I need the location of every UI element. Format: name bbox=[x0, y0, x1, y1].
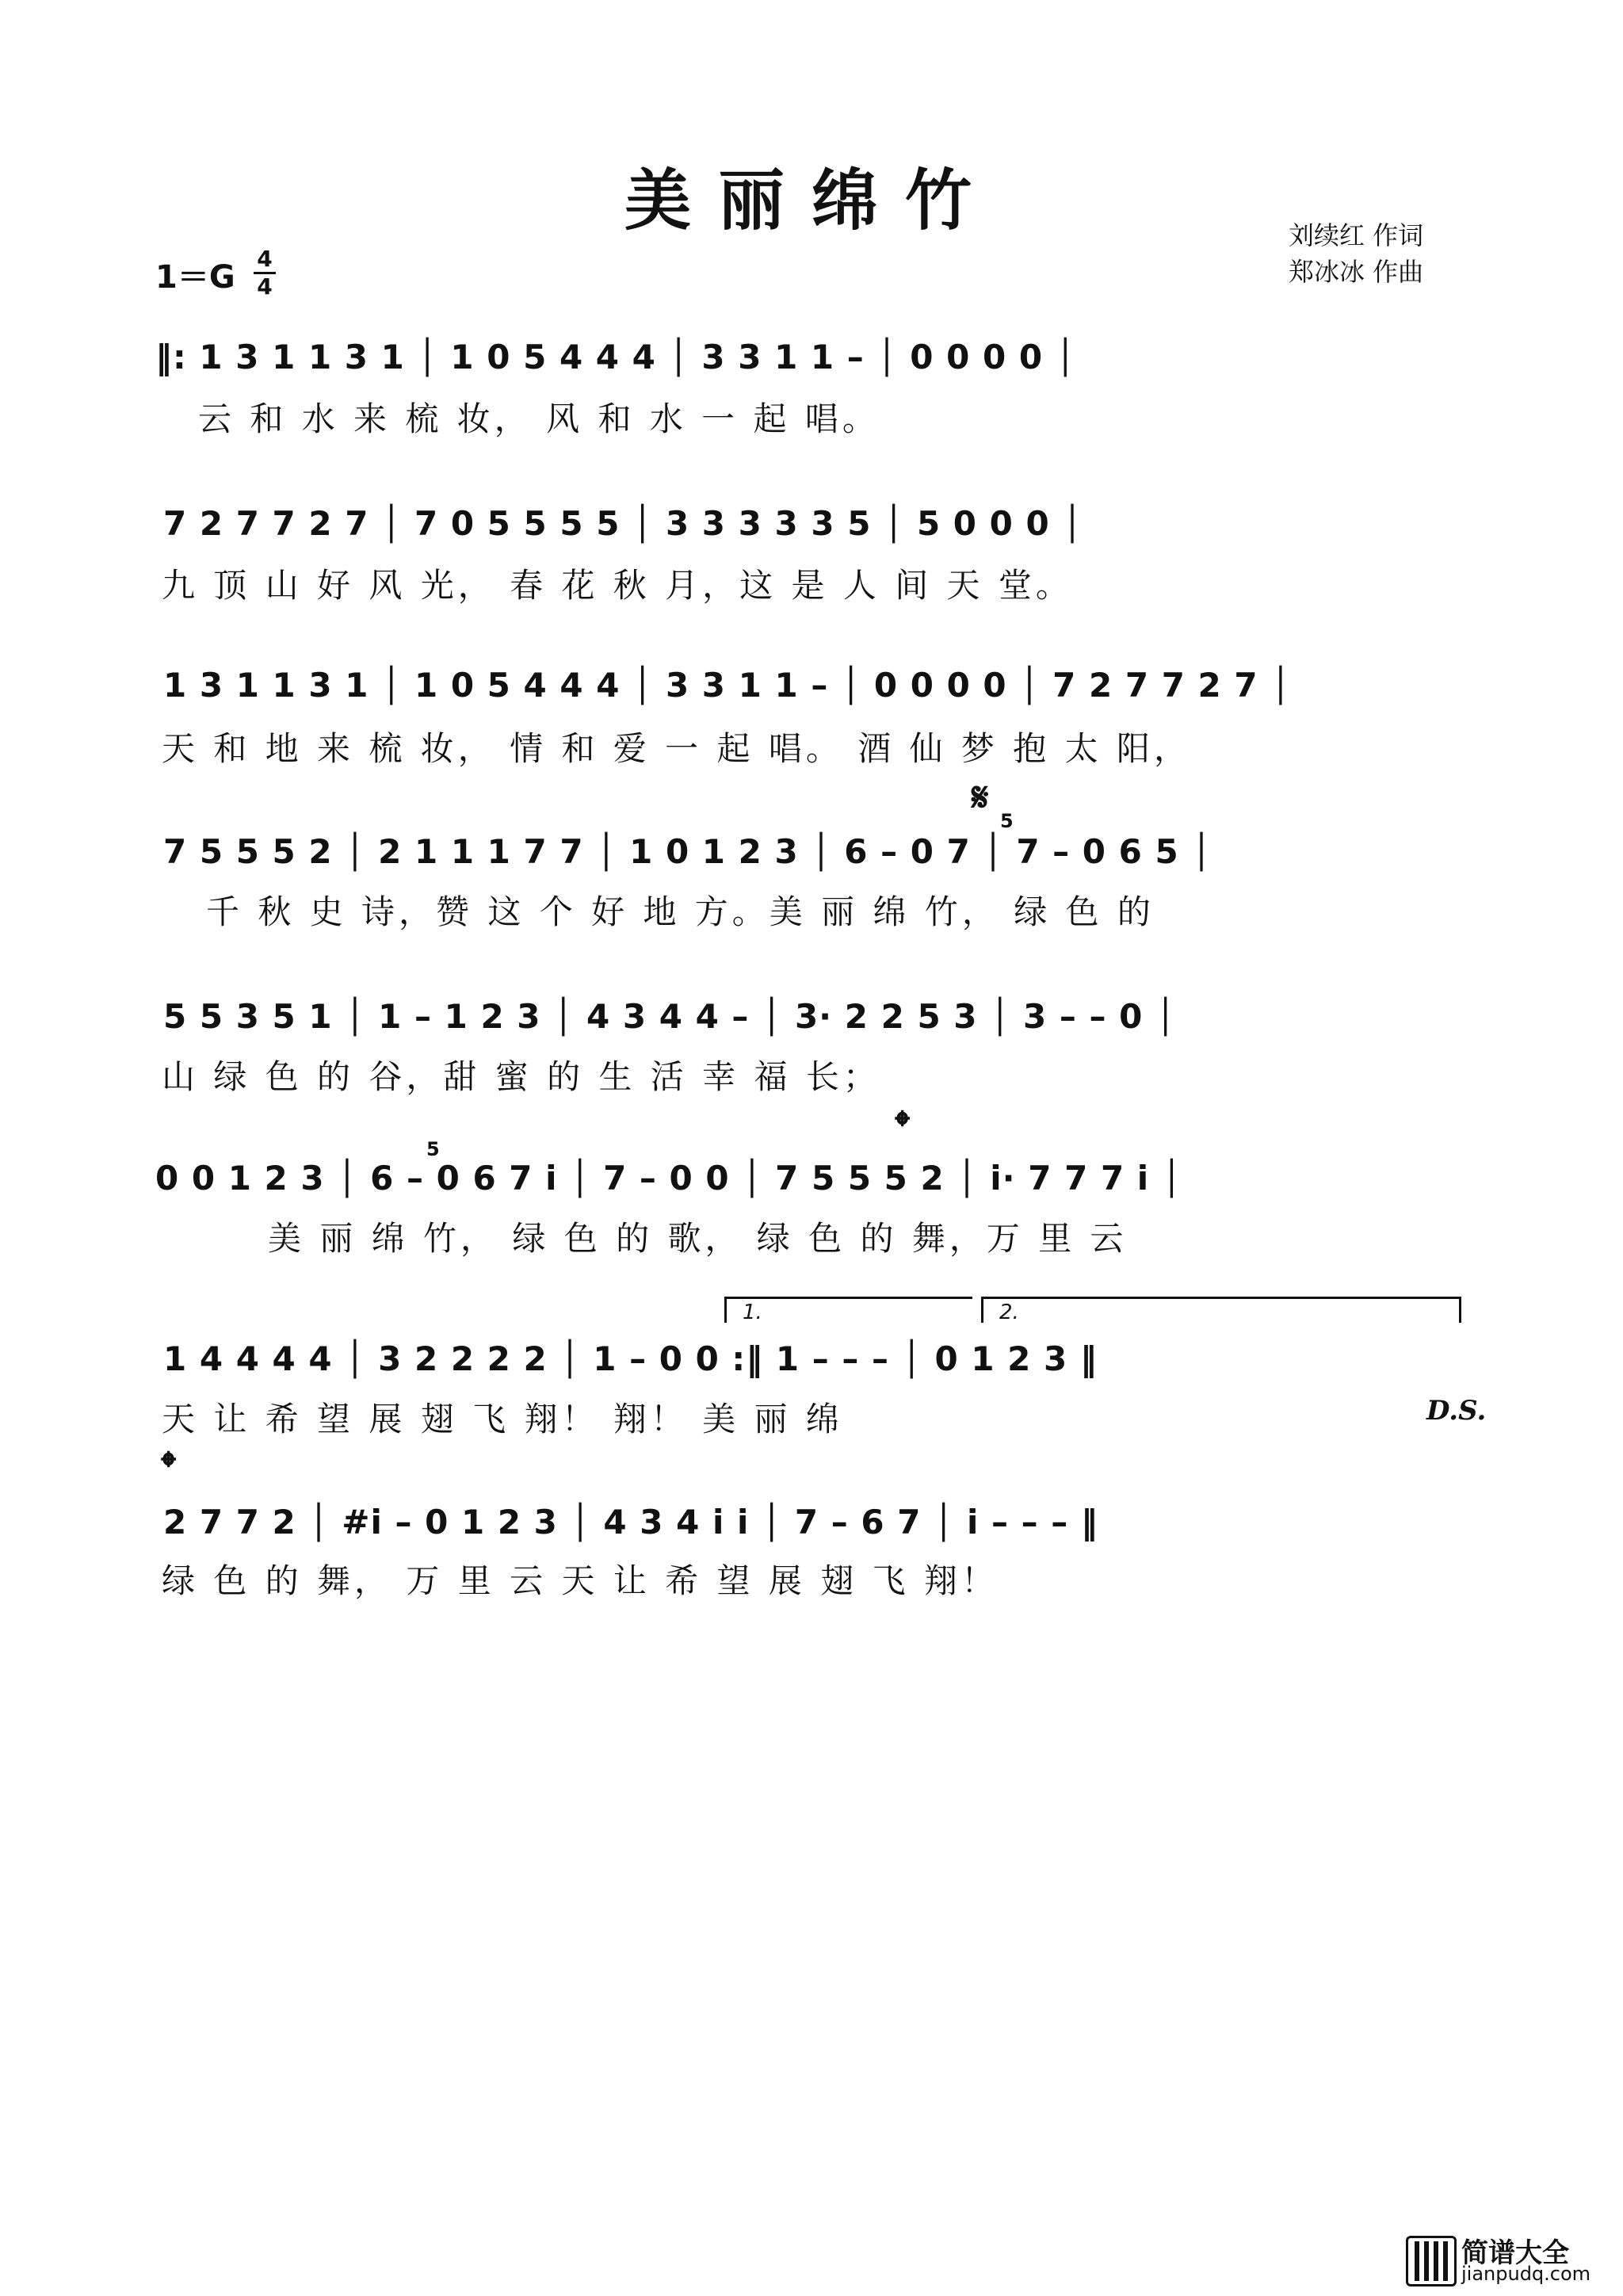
system-5-notes: 5 5 3 5 1 │ 1 – 1 2 3 │ 4 3 4 4 – │ 3· 2 2 5 3 │ 3 – – 0 │ bbox=[163, 997, 1177, 1036]
system-4-lyrics: 千 秋 史 诗，赞 这 个 好 地 方。美 丽 绵 竹， 绿 色 的 bbox=[206, 892, 1155, 931]
grace-note-1: 5 bbox=[1000, 810, 1014, 832]
lyricist-credit: 刘续红 作词 bbox=[1289, 220, 1424, 250]
grace-note-2: 5 bbox=[426, 1138, 440, 1160]
coda-mark-2: 𝄌 bbox=[162, 1442, 176, 1489]
system-2-notes: 7 2 7 7 2 7 │ 7 0 5 5 5 5 │ 3 3 3 3 3 5 │ 5 0 0 0 │ bbox=[163, 504, 1083, 543]
coda-mark-1: 𝄌 bbox=[896, 1102, 910, 1148]
piano-keys-icon bbox=[1406, 2236, 1457, 2286]
composer-credit: 郑冰冰 作曲 bbox=[1289, 257, 1424, 287]
time-signature-bottom: 4 bbox=[257, 273, 273, 300]
watermark-name: 简谱大全 bbox=[1461, 2237, 1569, 2269]
song-title: 美丽绵竹 bbox=[624, 161, 999, 239]
system-2-lyrics: 九 顶 山 好 风 光， 春 花 秋 月，这 是 人 间 天 堂。 bbox=[162, 566, 1073, 605]
watermark-logo bbox=[1406, 2231, 1612, 2286]
system-8-lyrics: 绿 色 的 舞， 万 里 云 天 让 希 望 展 翅 飞 翔！ bbox=[162, 1561, 999, 1600]
segno-mark: 𝄋 bbox=[972, 774, 989, 820]
time-signature bbox=[254, 247, 276, 299]
system-8-notes: 2 7 7 2 │ #i – 0 1 2 3 │ 4 3 4 i i │ 7 – 6 7 │ i – – – ‖ bbox=[163, 1503, 1098, 1541]
system-5-lyrics: 山 绿 色 的 谷，甜 蜜 的 生 活 幸 福 长； bbox=[162, 1057, 880, 1096]
volta-1-label: 1. bbox=[743, 1301, 762, 1324]
system-6-lyrics: 美 丽 绵 竹， 绿 色 的 歌， 绿 色 的 舞，万 里 云 bbox=[268, 1219, 1128, 1258]
system-1-lyrics: 云 和 水 来 梳 妆， 风 和 水 一 起 唱。 bbox=[198, 399, 880, 438]
watermark-url: jianpudq.com bbox=[1461, 2263, 1591, 2285]
ds-marking: D.S. bbox=[1426, 1395, 1487, 1427]
system-6-notes: 0 0 1 2 3 │ 6 – 0 6 7 i │ 7 – 0 0 │ 7 5 5 5 2 │ i· 7 7 7 i │ bbox=[155, 1159, 1183, 1198]
system-1-notes: ‖: 1 3 1 1 3 1 │ 1 0 5 4 4 4 │ 3 3 1 1 – │ 0 0 0 0 │ bbox=[155, 338, 1076, 376]
volta-1-bracket bbox=[724, 1297, 972, 1323]
system-3-notes: 1 3 1 1 3 1 │ 1 0 5 4 4 4 │ 3 3 1 1 – │ 0 0 0 0 │ 7 2 7 7 2 7 │ bbox=[163, 666, 1292, 705]
key-signature: 1＝G bbox=[155, 259, 235, 296]
system-3-lyrics: 天 和 地 来 梳 妆， 情 和 爱 一 起 唱。 酒 仙 梦 抱 太 阳， bbox=[162, 729, 1191, 768]
system-4-notes: 7 5 5 5 2 │ 2 1 1 1 7 7 │ 1 0 1 2 3 │ 6 – 0 7 │ 7 – 0 6 5 │ bbox=[163, 832, 1212, 871]
system-7-lyrics: 天 让 希 望 展 翅 飞 翔！ 翔！ 美 丽 绵 bbox=[162, 1400, 843, 1438]
time-signature-top: 4 bbox=[257, 246, 273, 272]
volta-2-bracket bbox=[981, 1297, 1461, 1323]
system-7-notes: 1 4 4 4 4 │ 3 2 2 2 2 │ 1 – 0 0 :‖ 1 – – – │ 0 1 2 3 ‖ bbox=[163, 1339, 1098, 1378]
volta-2-label: 2. bbox=[999, 1301, 1019, 1324]
